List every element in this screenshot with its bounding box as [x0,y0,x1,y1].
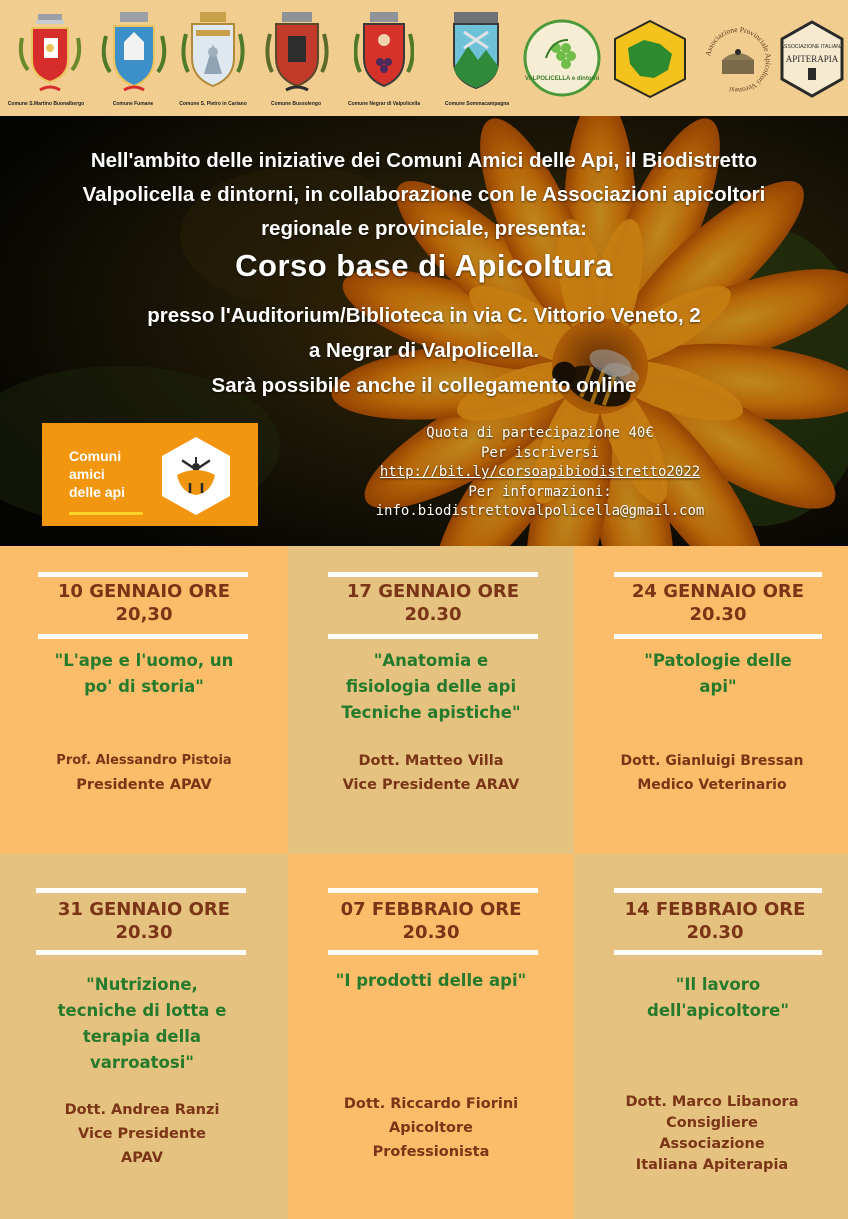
course-title: Corso base di Apicoltura [235,248,613,283]
text-line: Consigliere [666,1115,758,1131]
session-speaker [296,749,566,797]
text-line: Dott. Marco Libanora [625,1094,799,1110]
text-line: 20.30 [686,922,744,943]
info-label: Per informazioni: [468,483,612,500]
text-line: Dott. Gianluigi Bressan [620,753,804,769]
text-line: Prof. Alessandro Pistoia [56,753,232,768]
divider-bar [36,888,246,893]
logo-caption: Comune S.Martino Buonalbergo [7,101,85,107]
text-line: "Il lavoro [675,975,761,994]
divider-bar [328,572,538,577]
logo-caption: Comune Bussolengo [270,101,322,107]
text-line: Dott. Riccardo Fiorini [343,1096,519,1112]
session-speaker [576,749,848,797]
venue-line: Sarà possibile anche il collegamento online [211,374,637,397]
text-line: "L'ape e l'uomo, un [54,651,234,670]
divider-bar [614,950,822,955]
logo-caption: Comune Sommacampagna [444,101,510,107]
text-line: 20.30 [404,604,462,625]
session-date [582,898,848,944]
text-line: "Nutrizione, [86,975,198,994]
session-topic [296,648,566,726]
contact-info [340,424,740,522]
logo-strip [0,0,848,116]
text-line: Italiana Apiterapia [635,1157,789,1173]
session-card [0,546,288,854]
svg-text:Associazione Provinciale Apico: Associazione Provinciale Apicoltori Veronesi [703,24,774,96]
apav-ring-logo [700,22,776,98]
divider-bar [328,950,538,955]
bee-hexagon-icon [159,435,233,517]
text-line: po' di storia" [84,677,204,696]
badge-text [69,447,125,501]
coat-of-arms-san-pietro-icon [180,8,246,98]
text-line: 24 GENNAIO ORE [631,581,805,602]
text-line: APAV [121,1150,163,1166]
text-line: "Patologie delle [644,651,792,670]
text-line: Associazione [659,1136,765,1152]
divider-bar [328,888,538,893]
badge-line: Comuni [69,448,122,464]
text-line: 20.30 [402,922,460,943]
divider-bar [38,572,248,577]
session-card [574,546,848,854]
text-line: 20.30 [689,604,747,625]
badge-line: delle api [69,484,126,500]
signup-label: Per iscriversi [480,444,599,461]
svg-text:ASSOCIAZIONE ITALIANA: ASSOCIAZIONE ITALIANA [780,44,844,50]
text-line: Presidente APAV [76,777,212,793]
venue-line: presso l'Auditorium/Biblioteca in via C. Vittorio Veneto, 2 [147,304,701,327]
text-line: 17 GENNAIO ORE [346,581,520,602]
session-date [588,580,848,626]
text-line: Professionista [372,1144,490,1160]
session-card [574,854,848,1219]
hero-banner [0,116,848,546]
text-line: 31 GENNAIO ORE [57,899,231,920]
svg-text:VALPOLICELLA e dintorni: VALPOLICELLA e dintorni [524,76,600,82]
text-line: Medico Veterinario [637,777,787,793]
badge-line: amici [69,466,105,482]
logo-caption: Comune S. Pietro in Cariano [179,101,247,107]
biodistretto-valpolicella-logo [522,18,602,98]
info-email[interactable]: info.biodistrettovalpolicella@gmail.com [375,503,705,519]
text-line: 07 FEBBRAIO ORE [340,899,522,920]
text-line: tecniche di lotta e [57,1001,227,1020]
divider-bar [614,572,822,577]
intro-text: Nell'ambito delle iniziative dei Comuni Amici delle Api, il Biodistretto Valpolicella e dintorni, in collaborazione con le Associazioni apicoltori regionale e provinciale, presenta: [82,149,766,240]
session-speaker [296,1092,566,1164]
venue-line: a Negrar di Valpolicella. [308,339,540,362]
arav-hexagon-logo [610,18,690,100]
coat-of-arms-sommacampagna-icon [446,8,506,98]
text-line: dell'apicoltore" [647,1001,789,1020]
session-card [288,854,574,1219]
session-topic [20,648,268,700]
divider-bar [614,888,822,893]
session-date [20,580,268,626]
logo-caption: Comune Negrar di Valpolicella [348,101,420,107]
session-card [0,854,288,1219]
session-topic [4,972,280,1076]
session-speaker [4,1098,280,1170]
signup-link[interactable]: http://bit.ly/corsoapibiodistretto2022 [379,464,701,480]
text-line: "I prodotti delle api" [335,971,527,990]
badge-underline [69,512,143,515]
text-line: Vice Presidente ARAV [342,777,520,793]
schedule-grid [0,546,848,1219]
text-line: varroatosi" [90,1053,194,1072]
coat-of-arms-fumane-icon [98,8,170,98]
text-line: Dott. Andrea Ranzi [64,1102,220,1118]
text-line: Dott. Matteo Villa [358,753,504,769]
apiterapia-hexagon-logo [780,20,844,98]
session-speaker [10,749,278,797]
text-line: Vice Presidente [78,1126,206,1142]
session-topic [588,648,848,700]
session-topic [588,972,848,1024]
divider-bar [328,634,538,639]
fee-text: Quota di partecipazione 40€ [426,425,654,441]
coat-of-arms-negrar-icon [354,8,414,98]
svg-text:APITERAPIA: APITERAPIA [785,54,839,64]
coat-of-arms-bussolengo-icon [264,8,330,98]
text-line: api" [699,677,737,696]
text-line: 10 GENNAIO ORE [57,581,231,602]
session-topic [292,968,570,994]
text-line: Tecniche apistiche" [341,703,521,722]
session-date [14,898,274,944]
session-date [298,898,564,944]
text-line: 20,30 [115,604,173,625]
text-line: fisiologia delle api [345,677,517,696]
coat-of-arms-san-martino-icon [14,8,86,98]
session-date [306,580,560,626]
divider-bar [36,950,246,955]
divider-bar [614,634,822,639]
text-line: Apicoltore [389,1120,473,1136]
text-line: 14 FEBBRAIO ORE [624,899,806,920]
divider-bar [38,634,248,639]
session-card [288,546,574,854]
text-line: terapia della [82,1027,202,1046]
session-speaker [576,1092,848,1176]
text-line: 20.30 [115,922,173,943]
text-line: "Anatomia e [373,651,489,670]
logo-caption: Comune Fumane [112,101,154,107]
venue-text [40,298,808,403]
